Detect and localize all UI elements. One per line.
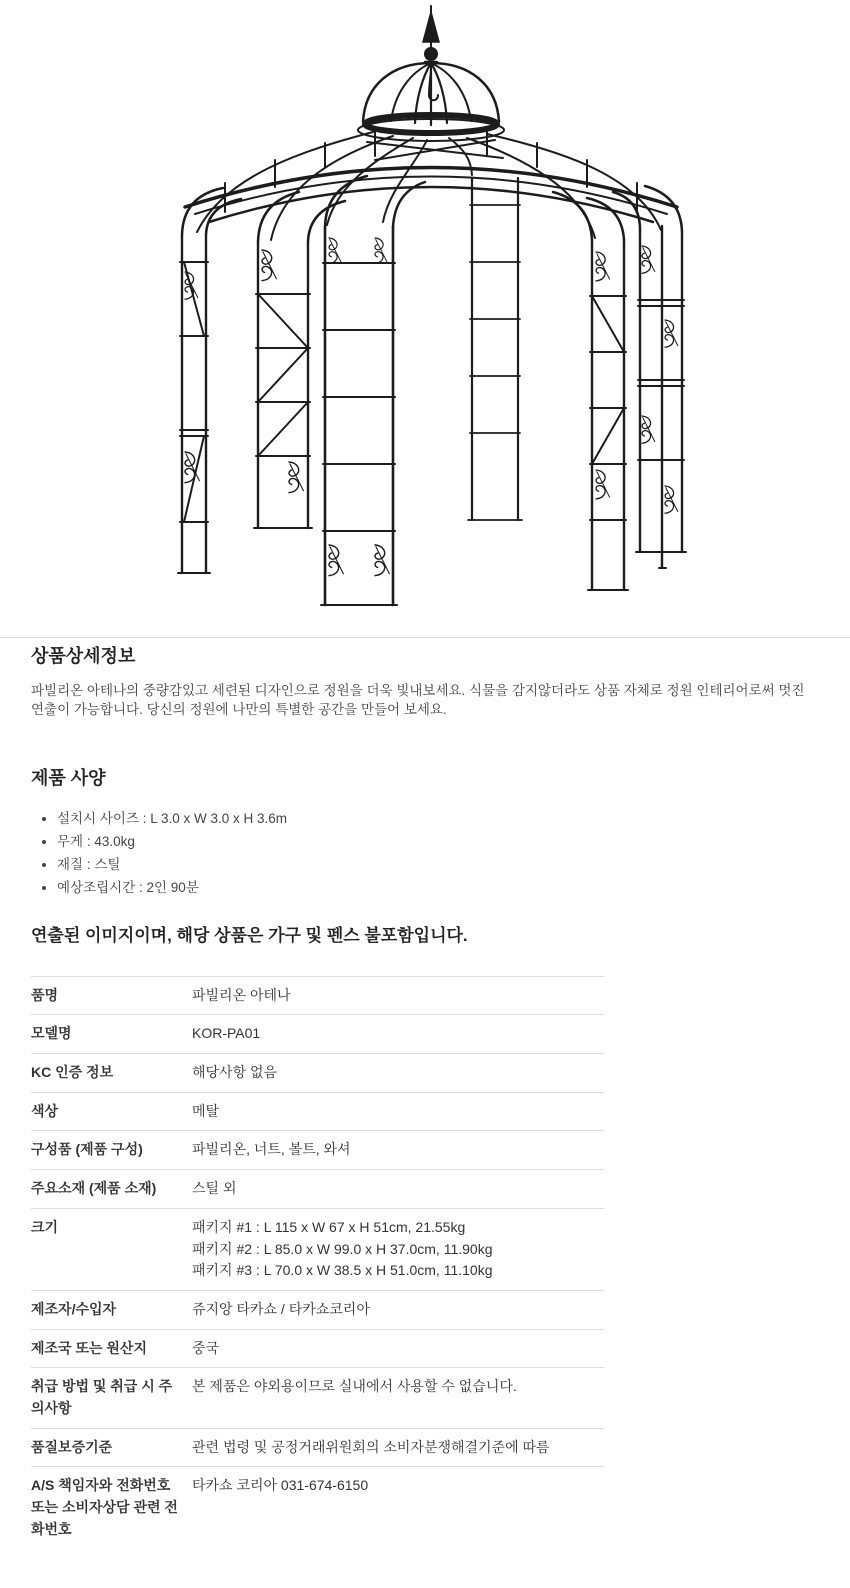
row-label: A/S 책임자와 전화번호 또는 소비자상담 관련 전화번호 xyxy=(31,1477,178,1537)
table-row xyxy=(31,1015,604,1054)
table-row xyxy=(31,1329,604,1368)
row-label: 제조국 또는 원산지 xyxy=(31,1339,147,1356)
row-label: KC 인증 정보 xyxy=(31,1064,114,1081)
row-value: KOR-PA01 xyxy=(192,1025,261,1042)
row-label: 취급 방법 및 취급 시 주의사항 xyxy=(31,1378,173,1416)
leg-right-mid xyxy=(553,192,628,590)
table-row xyxy=(31,1467,604,1549)
row-label: 품질보증기준 xyxy=(31,1438,113,1455)
product-image xyxy=(0,0,850,637)
row-value: 메탈 xyxy=(192,1102,220,1119)
row-label: 품명 xyxy=(31,986,59,1003)
detail-description: 파빌리온 아테나의 중량감있고 세련된 디자인으로 정원을 더욱 빛내보세요. 식물을 감지않더라도 상품 자체로 정원 인테리어로써 멋진 연출이 가능합니다. 당신의 정원에 나만의 특별한 공간을 만들어 보세요. xyxy=(31,683,805,718)
row-label: 크기 xyxy=(31,1218,59,1235)
table-row xyxy=(31,1208,604,1290)
spec-table xyxy=(31,976,604,1549)
leg-left-outer xyxy=(178,188,241,573)
table-row xyxy=(31,1428,604,1467)
exclusion-notice: 연출된 이미지이며, 해당 상품은 가구 및 펜스 불포함입니다. xyxy=(31,925,468,945)
row-value: 파빌리온, 너트, 볼트, 와셔 xyxy=(192,1141,351,1158)
row-value: 스틸 외 xyxy=(192,1180,237,1197)
table-row xyxy=(31,976,604,1015)
row-label: 제조자/수입자 xyxy=(31,1300,117,1317)
spec-list-item: • 예상조립시간 : 2인 90분 xyxy=(57,876,819,899)
row-label: 모델명 xyxy=(31,1025,72,1042)
spec-list-item: • 재질 : 스틸 xyxy=(57,853,819,876)
row-value: 파빌리온 아테나 xyxy=(192,986,291,1003)
row-value: 쥬지앙 타카쇼 / 타카쇼코리아 xyxy=(192,1300,370,1317)
product-detail-section xyxy=(0,637,850,1588)
leg-back xyxy=(468,178,522,520)
table-row xyxy=(31,1092,604,1131)
row-label: 주요소재 (제품 소재) xyxy=(31,1180,157,1197)
row-label: 구성품 (제품 구성) xyxy=(31,1141,143,1158)
leg-front xyxy=(321,176,425,605)
spec-list-item: • 설치시 사이즈 : L 3.0 x W 3.0 x H 3.6m xyxy=(57,807,819,830)
row-value: 본 제품은 야외용이므로 실내에서 사용할 수 없습니다. xyxy=(192,1378,517,1395)
spec-list xyxy=(31,807,819,899)
table-row xyxy=(31,1054,604,1093)
canopy-band xyxy=(185,132,677,222)
table-row xyxy=(31,1131,604,1170)
row-value: 관련 법령 및 공정거래위원회의 소비자분쟁해결기준에 따름 xyxy=(192,1438,550,1455)
table-row xyxy=(31,1368,604,1428)
spec-title: 제품 사양 xyxy=(31,768,106,789)
row-value: 패키지 #1 : L 115 x W 67 x H 51cm, 21.55kg 패키지 #2 : L 85.0 x W 99.0 x H 37.0cm, 11.90kg 패키지 #3 : L 70.0 x W 38.5 x H 51.0cm, 11.10kg xyxy=(192,1218,493,1279)
row-value: 중국 xyxy=(192,1339,220,1356)
row-value: 해당사항 없음 xyxy=(192,1064,278,1081)
table-row xyxy=(31,1290,604,1329)
spec-list-item: • 무게 : 43.0kg xyxy=(57,830,819,853)
finial xyxy=(423,6,439,62)
row-label: 색상 xyxy=(31,1102,59,1119)
dome xyxy=(358,63,504,141)
row-value: 타카쇼 코리아 031-674-6150 xyxy=(192,1477,369,1494)
detail-title: 상품상세정보 xyxy=(31,646,136,666)
table-row xyxy=(31,1170,604,1209)
pavilion-illustration xyxy=(75,0,775,630)
